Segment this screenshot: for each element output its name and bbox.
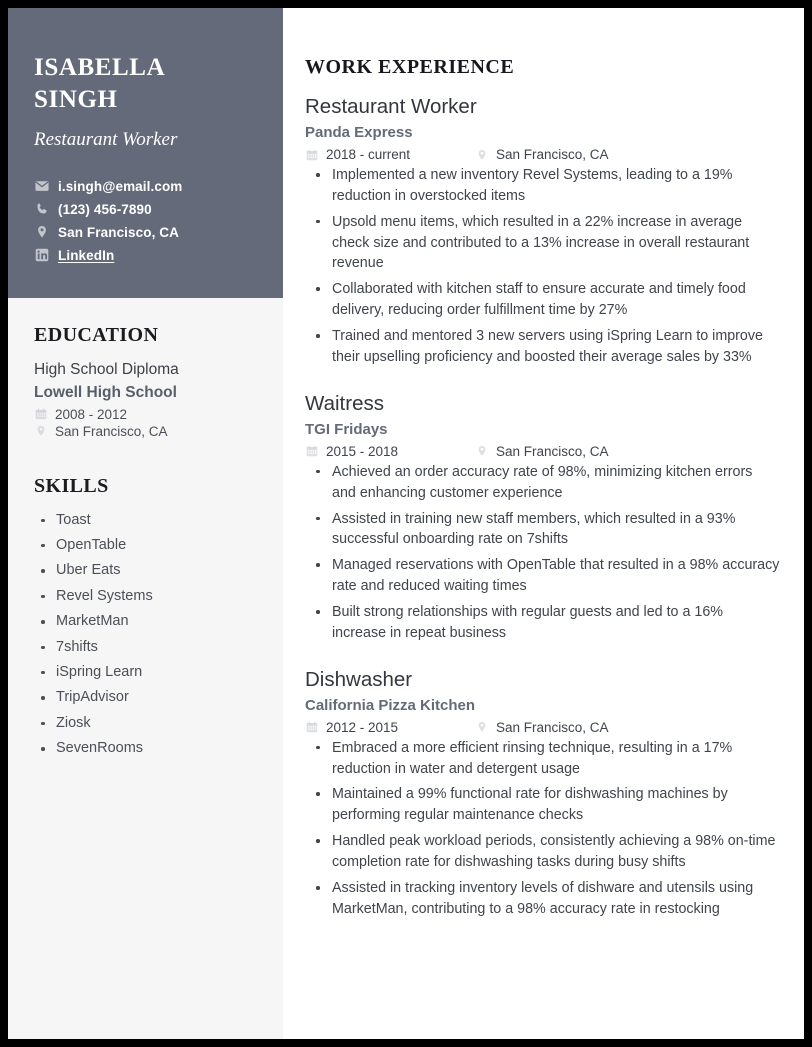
- contact-phone[interactable]: [34, 202, 257, 217]
- list-item: Built strong relationships with regular guests and led to a 16% increase in repeat business: [305, 602, 780, 644]
- list-item: Assisted in training new staff members, which resulted in a 93% successful onboarding rate on 7shifts: [305, 509, 780, 551]
- job-dates: 2018 - current: [326, 147, 411, 163]
- job-location-cell: [475, 444, 609, 459]
- list-item: Assisted in tracking inventory levels of dishware and utensils using MarketMan, contributing to a 98% accuracy rate in restocking: [305, 878, 780, 920]
- list-item: TripAdvisor: [34, 686, 257, 709]
- skills-list: [34, 509, 257, 761]
- list-item: Ziosk: [34, 712, 257, 735]
- list-item: Implemented a new inventory Revel Systems, leading to a 19% reduction in overstocked items: [305, 165, 780, 207]
- job-company: Panda Express: [305, 124, 413, 142]
- job-location-cell: [475, 147, 609, 162]
- job-title: Restaurant Worker: [305, 95, 477, 118]
- list-item: MarketMan: [34, 610, 257, 633]
- list-item: OpenTable: [34, 534, 257, 557]
- calendar-icon: [305, 445, 318, 457]
- job-entry: [305, 93, 780, 368]
- list-item: iSpring Learn: [34, 661, 257, 684]
- skills-section: [34, 475, 257, 761]
- list-item: Trained and mentored 3 new servers using iSpring Learn to improve their upselling proficiency and boosted their average sales by 33%: [305, 326, 780, 368]
- job-bullets: [305, 462, 780, 644]
- list-item: SevenRooms: [34, 737, 257, 760]
- list-item: Revel Systems: [34, 585, 257, 608]
- job-company: TGI Fridays: [305, 420, 388, 438]
- contact-list: [34, 179, 257, 263]
- calendar-icon: [305, 721, 318, 733]
- calendar-icon: [305, 149, 318, 161]
- job-dates-cell: [305, 444, 475, 459]
- envelope-icon: [34, 179, 49, 193]
- location-pin-icon: [475, 149, 488, 161]
- job-meta: [305, 720, 780, 735]
- job-dates: 2012 - 2015: [326, 719, 399, 735]
- contact-location: [34, 225, 257, 240]
- education-dates: 2008 - 2012: [55, 406, 128, 422]
- list-item: Collaborated with kitchen staff to ensure accurate and timely food delivery, reducing order fulfillment time by 27%: [305, 279, 780, 321]
- job-dates-cell: [305, 720, 475, 735]
- phone-icon: [34, 202, 49, 216]
- calendar-icon: [34, 408, 47, 420]
- skills-heading: SKILLS: [34, 474, 109, 497]
- job-bullets: [305, 165, 780, 368]
- list-item: Toast: [34, 509, 257, 532]
- work-experience-heading: WORK EXPERIENCE: [305, 56, 515, 78]
- location-pin-icon: [475, 445, 488, 457]
- job-dates: 2015 - 2018: [326, 443, 399, 459]
- education-heading: EDUCATION: [34, 324, 159, 346]
- contact-phone-label: (123) 456-7890: [58, 201, 152, 217]
- contact-location-label: San Francisco, CA: [58, 224, 179, 240]
- job-location-cell: [475, 720, 609, 735]
- linkedin-icon: [34, 248, 49, 262]
- candidate-name: [34, 52, 257, 116]
- location-pin-icon: [34, 425, 47, 437]
- resume-sheet: [8, 8, 804, 1039]
- sidebar: [8, 8, 283, 1039]
- location-pin-icon: [475, 721, 488, 733]
- list-item: Handled peak workload periods, consistently achieving a 98% on-time completion rate for dishwashing tasks during busy shifts: [305, 831, 780, 873]
- education-section: [34, 324, 257, 439]
- list-item: Achieved an order accuracy rate of 98%, minimizing kitchen errors and enhancing customer experience: [305, 462, 780, 504]
- list-item: Maintained a 99% functional rate for dishwashing machines by performing regular maintenance checks: [305, 784, 780, 826]
- contact-linkedin-label: LinkedIn: [58, 247, 115, 263]
- list-item: Upsold menu items, which resulted in a 22% increase in average check size and contributed to a 13% increase in overall restaurant revenue: [305, 212, 780, 275]
- job-entry: [305, 390, 780, 644]
- education-school: Lowell High School: [34, 384, 177, 402]
- education-location-row: [34, 424, 257, 439]
- job-dates-cell: [305, 147, 475, 162]
- education-location: San Francisco, CA: [55, 423, 168, 439]
- candidate-first-name: ISABELLA: [34, 54, 166, 81]
- job-title: Dishwasher: [305, 667, 413, 691]
- job-title: Waitress: [305, 391, 384, 415]
- main-content: [283, 8, 804, 1039]
- job-meta: [305, 147, 780, 162]
- list-item: Managed reservations with OpenTable that resulted in a 98% accuracy rate and reduced waiting times: [305, 555, 780, 597]
- job-entry: [305, 666, 780, 920]
- job-location: San Francisco, CA: [496, 443, 609, 459]
- contact-linkedin[interactable]: [34, 248, 257, 263]
- list-item: 7shifts: [34, 636, 257, 659]
- sidebar-body: [8, 298, 283, 760]
- contact-email[interactable]: [34, 179, 257, 194]
- job-company: California Pizza Kitchen: [305, 696, 476, 714]
- candidate-job-title: Restaurant Worker: [34, 129, 178, 150]
- job-location: San Francisco, CA: [496, 147, 609, 163]
- job-bullets: [305, 738, 780, 920]
- education-degree: High School Diploma: [34, 361, 179, 378]
- job-meta: [305, 444, 780, 459]
- list-item: Embraced a more efficient rinsing technique, resulting in a 17% reduction in water and detergent usage: [305, 738, 780, 780]
- education-dates-row: [34, 407, 257, 422]
- location-pin-icon: [34, 225, 49, 239]
- contact-email-label: i.singh@email.com: [58, 178, 183, 194]
- job-location: San Francisco, CA: [496, 719, 609, 735]
- candidate-last-name: SINGH: [34, 86, 118, 113]
- list-item: Uber Eats: [34, 559, 257, 582]
- sidebar-header-block: [8, 8, 283, 298]
